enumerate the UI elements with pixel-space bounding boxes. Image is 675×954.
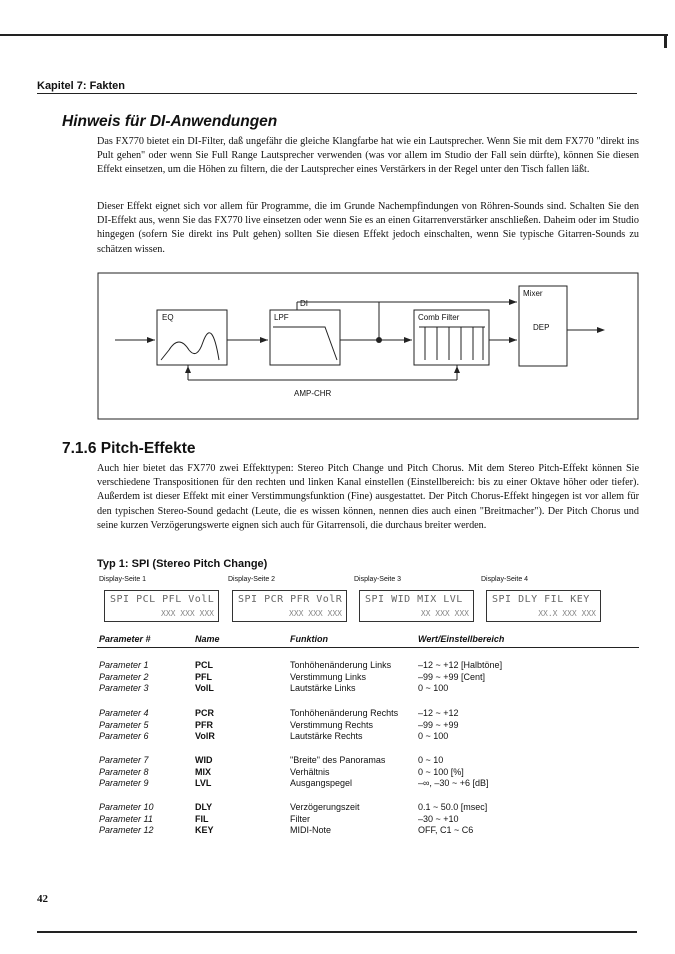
- display-page-label-3: Display-Seite 3: [354, 576, 402, 583]
- table-cell: Parameter 10: [99, 802, 154, 812]
- table-cell: Parameter 9: [99, 778, 149, 788]
- table-cell: Parameter 1: [99, 660, 149, 670]
- type1-title: Typ 1: SPI (Stereo Pitch Change): [97, 558, 268, 570]
- paragraph-di-1: Das FX770 bietet ein DI-Filter, daß ungefähr die gleiche Klangfarbe hat wie ein Lautsprecher. Wenn Sie mit dem FX770 "direkt ins Pult gehen" oder wenn Sie Full Range Lautsprecher verwenden (was vor allem im Studio der Fall sein dürfte), können Sie diesen Effekt einsetzen, um die Höhen zu filtern, die der Lautsprecher eines Verstärkers in der Regel unter den Tisch fallen läßt.: [97, 136, 639, 176]
- table-cell: Verstimmung Links: [290, 671, 367, 682]
- table-cell: PCL: [195, 660, 213, 670]
- table-cell: FIL: [195, 813, 209, 824]
- table-cell: Parameter 12: [99, 825, 154, 835]
- lcd-line-2: XX.X XXX XXX: [538, 609, 596, 618]
- table-cell: –12 ~ +12: [418, 708, 459, 718]
- table-cell: KEY: [195, 825, 214, 835]
- di-label: DI: [300, 299, 308, 308]
- paragraph-pitch: Auch hier bietet das FX770 zwei Effekttypen: Stereo Pitch Change und Pitch Chorus. Mit dem Stereo Pitch-Effekt können Sie verschiedene Transpositionen für den rechten und linken Kanal einstellen (Einstellbereich: bis zu einer Oktave höher oder tiefer). Außerdem ist dieser Effekt mit einer Verstimmungsfunktion (Fine) ausgestattet. Der Pitch Chorus-Effekt hingegen ist vor allem für den typischen Stereo-Sound gedacht (Leute, die es wissen können, nennen dies auch einen "Breitmacher"). Der Pitch Chorus und seine kurzen Verzögerungswerte eignen sich auch für Gitarrensoli, die durchaus breiter werden.: [97, 463, 639, 531]
- lcd-line-1: SPI WID MIX LVL: [365, 594, 463, 605]
- lcd-display-3: [359, 590, 474, 622]
- lcd-line-1: SPI PCR PFR VolR: [238, 594, 343, 605]
- table-cell: WID: [195, 755, 213, 765]
- display-page-label-1: Display-Seite 1: [99, 576, 147, 583]
- table-header-rule: [97, 647, 639, 648]
- lpf-label: LPF: [274, 313, 289, 322]
- table-cell: Lautstärke Links: [290, 683, 356, 693]
- table-cell: Parameter 5: [99, 719, 149, 730]
- table-cell: Parameter 3: [99, 683, 149, 693]
- eq-label: EQ: [162, 313, 174, 322]
- table-cell: 0 ~ 10: [418, 755, 444, 765]
- lcd-line-1: SPI PCL PFL VolL: [110, 594, 215, 605]
- table-cell: Parameter 2: [99, 671, 149, 682]
- table-cell: 0 ~ 100: [418, 731, 449, 741]
- table-cell: –12 ~ +12 [Halbtöne]: [418, 660, 503, 670]
- table-header-parameter: Parameter #: [99, 634, 151, 644]
- comb-filter-label: Comb Filter: [418, 313, 460, 322]
- table-cell: Parameter 11: [99, 813, 153, 824]
- mixer-label: Mixer: [523, 289, 543, 298]
- table-cell: PCR: [195, 708, 215, 718]
- table-cell: LVL: [195, 778, 212, 788]
- comb-filter-teeth: [419, 327, 485, 360]
- display-page-label-4: Display-Seite 4: [481, 576, 529, 583]
- table-cell: MIDI-Note: [290, 825, 332, 835]
- table-cell: Filter: [290, 813, 310, 824]
- table-cell: –30 ~ +10: [418, 813, 459, 824]
- top-rule: [0, 34, 668, 36]
- table-cell: –99 ~ +99: [418, 719, 459, 730]
- table-cell: OFF, C1 ~ C6: [418, 825, 474, 835]
- table-cell: Verzögerungszeit: [290, 802, 360, 812]
- table-cell: –99 ~ +99 [Cent]: [418, 671, 486, 682]
- table-header-function: Funktion: [290, 634, 328, 644]
- table-cell: VolR: [195, 731, 215, 741]
- section-title-pitch: 7.1.6 Pitch-Effekte: [62, 440, 196, 457]
- table-cell: Tonhöhenänderung Links: [290, 660, 392, 670]
- lpf-curve: [273, 327, 337, 360]
- table-cell: Lautstärke Rechts: [290, 731, 363, 741]
- table-cell: Verstimmung Rechts: [290, 719, 374, 730]
- section-title-di: Hinweis für DI-Anwendungen: [62, 113, 278, 130]
- lcd-line-1: SPI DLY FIL KEY: [492, 594, 590, 605]
- table-cell: –∞, –30 ~ +6 [dB]: [418, 778, 489, 788]
- chapter-rule: [37, 93, 637, 94]
- table-cell: Parameter 4: [99, 708, 149, 718]
- lcd-display-1: [104, 590, 219, 622]
- dep-label: DEP: [533, 323, 550, 332]
- amp-chr-label: AMP-CHR: [294, 389, 332, 398]
- di-signal-diagram: [97, 272, 639, 420]
- table-cell: Parameter 8: [99, 766, 149, 777]
- table-cell: PFR: [195, 719, 213, 730]
- table-cell: 0.1 ~ 50.0 [msec]: [418, 802, 488, 812]
- junction-dot: [376, 337, 382, 343]
- table-cell: 0 ~ 100: [418, 683, 449, 693]
- table-header-name: Name: [195, 634, 220, 644]
- diagram-frame: [98, 273, 638, 419]
- table-cell: Parameter 6: [99, 731, 149, 741]
- table-cell: "Breite" des Panoramas: [290, 755, 386, 765]
- table-cell: 0 ~ 100 [%]: [418, 766, 464, 777]
- table-cell: Verhältnis: [290, 766, 330, 777]
- table-cell: DLY: [195, 802, 213, 812]
- table-cell: PFL: [195, 671, 212, 682]
- table-cell: Parameter 7: [99, 755, 149, 765]
- table-cell: MIX: [195, 766, 212, 777]
- display-page-label-2: Display-Seite 2: [228, 576, 276, 583]
- table-cell: Ausgangspegel: [290, 778, 353, 788]
- table-header-range: Wert/Einstellbereich: [418, 634, 505, 644]
- paragraph-di-2: Dieser Effekt eignet sich vor allem für Programme, die im Grunde Nachempfindungen von Röhren-Sounds sind. Schalten Sie den DI-Effekt aus, wenn Sie das FX770 live einsetzen oder wenn Sie es an einen Gitarrenverstärker anschließen. Daheim oder im Studio hingegen (sofern Sie direkt ins Pult gehen) sollten Sie diesen Effekt jedoch einschalten, wenn Sie typische Gitarren-Sounds zu schätzen wissen.: [97, 201, 639, 255]
- bottom-rule: [37, 931, 637, 933]
- table-cell: VolL: [195, 683, 214, 693]
- lcd-line-2: XXX XXX XXX: [161, 609, 214, 618]
- lcd-line-2: XXX XXX XXX: [289, 609, 342, 618]
- lcd-display-2: [232, 590, 347, 622]
- lcd-line-2: XX XXX XXX: [420, 609, 469, 618]
- eq-curve: [161, 333, 219, 360]
- page-number: 42: [37, 893, 48, 905]
- lcd-display-4: [486, 590, 601, 622]
- chapter-header: Kapitel 7: Fakten: [37, 80, 126, 92]
- top-rule-tick: [664, 34, 667, 48]
- table-cell: Tonhöhenänderung Rechts: [290, 708, 399, 718]
